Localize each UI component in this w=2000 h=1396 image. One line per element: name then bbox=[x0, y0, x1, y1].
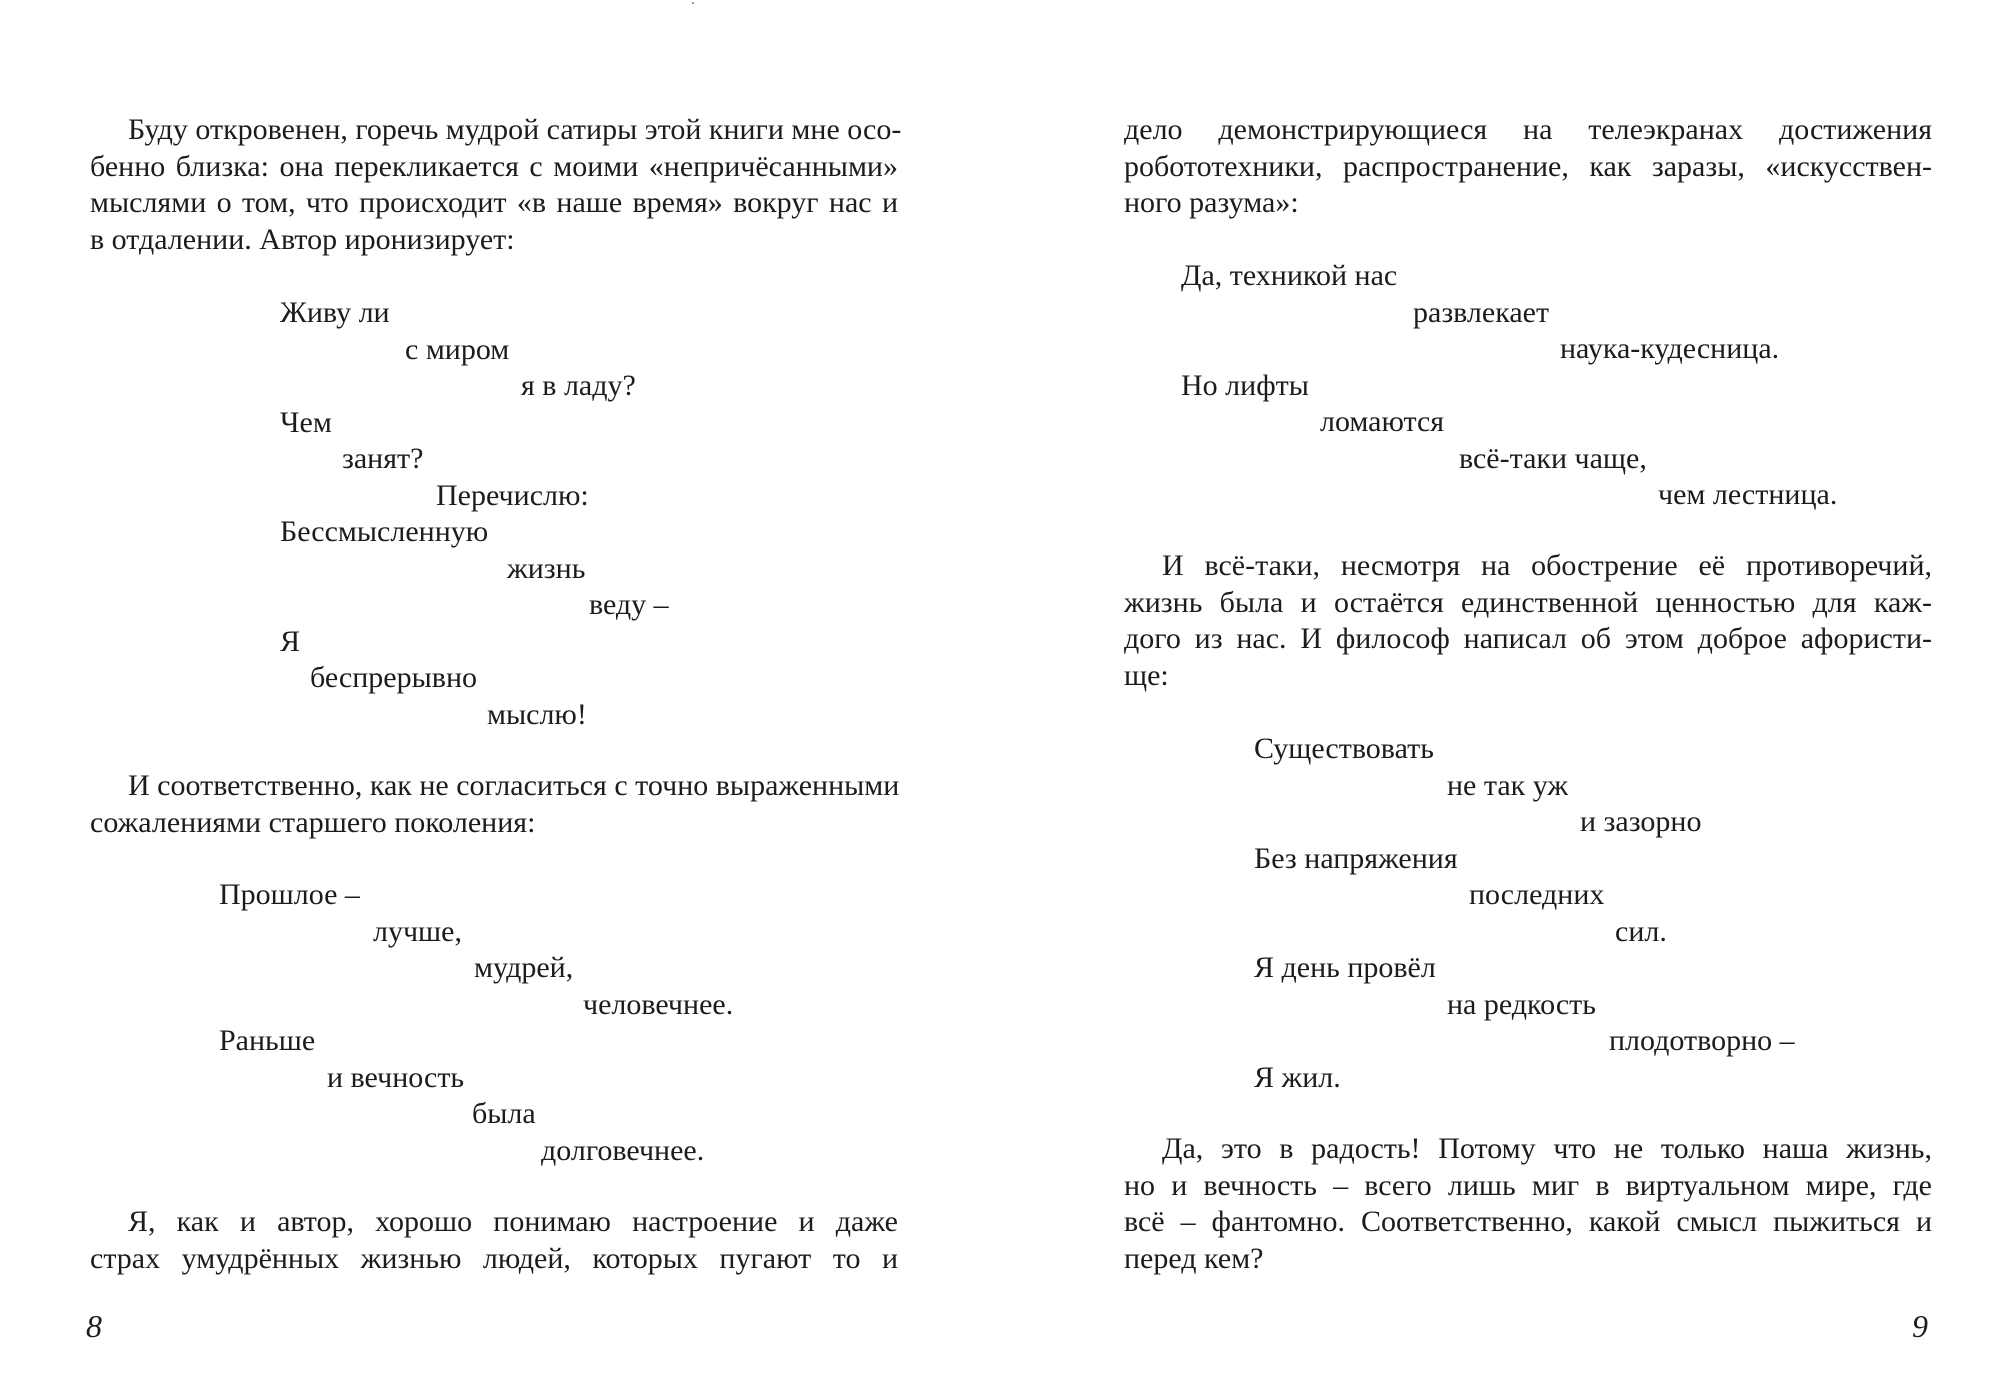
poem-line: Бессмысленную bbox=[280, 515, 489, 548]
text-line: И всё-таки, несмотря на обострение её противоречий, bbox=[1162, 549, 1932, 582]
poem-line: жизнь bbox=[507, 552, 586, 585]
page-number-right: 9 bbox=[1912, 1308, 1928, 1344]
poem-line: Да, техникой нас bbox=[1181, 259, 1398, 292]
text-line: Я, как и автор, хорошо понимаю настроение и даже bbox=[128, 1205, 898, 1238]
poem-line: Перечислю: bbox=[436, 479, 589, 512]
poem-line: веду – bbox=[589, 588, 669, 621]
poem-line: Я жил. bbox=[1254, 1061, 1341, 1094]
text-line: робототехники, распространение, как заразы, «искусствен- bbox=[1124, 149, 1932, 183]
left-paragraph-1 bbox=[90, 112, 902, 258]
poem-line: с миром bbox=[405, 333, 510, 366]
poem-line: последних bbox=[1469, 878, 1605, 911]
right-page bbox=[1000, 0, 2000, 1396]
poem-line: ломаются bbox=[1320, 405, 1445, 438]
text-line: бенно близка: она перекликается с моими «непричёсанными» bbox=[90, 149, 898, 183]
text-line: И соответственно, как не согласиться с точно выраженными bbox=[128, 769, 900, 802]
text-line: ного разума»: bbox=[1124, 186, 1299, 219]
text-line: страх умудрённых жизнью людей, которых пугают то и bbox=[90, 1241, 898, 1275]
text-line: жизнь была и остаётся единственной ценностью для каж- bbox=[1124, 585, 1932, 619]
poem-line: занят? bbox=[342, 442, 424, 475]
poem-line: долговечнее. bbox=[541, 1134, 705, 1167]
poem-line: сил. bbox=[1615, 915, 1667, 948]
poem-line: чем лестница. bbox=[1658, 478, 1838, 511]
poem-line: мудрей, bbox=[474, 951, 574, 984]
text-line: Да, это в радость! Потому что не только наша жизнь, bbox=[1162, 1132, 1932, 1165]
text-line: дело демонстрирующиеся на телеэкранах достижения bbox=[1124, 113, 1932, 146]
poem-line: развлекает bbox=[1413, 296, 1550, 329]
right-paragraph-2 bbox=[1124, 548, 1932, 694]
poem-line: Я bbox=[280, 625, 301, 658]
poem-line: Без напряжения bbox=[1254, 842, 1458, 875]
poem-line: лучше, bbox=[373, 915, 462, 948]
poem-line: Раньше bbox=[219, 1024, 316, 1057]
poem-line: я в ладу? bbox=[521, 369, 636, 402]
poem-line: Я день провёл bbox=[1254, 951, 1436, 984]
poem-line: Существовать bbox=[1254, 732, 1434, 765]
text-line: мыслями о том, что происходит «в наше время» вокруг нас и bbox=[90, 186, 898, 219]
text-line: в отдалении. Автор иронизирует: bbox=[90, 222, 515, 256]
poem-line: Чем bbox=[280, 406, 332, 439]
poem-line: Прошлое – bbox=[219, 878, 360, 911]
poem-line: на редкость bbox=[1447, 988, 1596, 1021]
poem-line: наука-кудесница. bbox=[1560, 332, 1780, 365]
poem-line: человечнее. bbox=[583, 988, 734, 1021]
poem-line: всё-таки чаще, bbox=[1459, 442, 1647, 475]
text-line: Буду откровенен, горечь мудрой сатиры этой книги мне осо- bbox=[128, 113, 902, 146]
right-paragraph-1 bbox=[1124, 112, 1932, 222]
text-line: ще: bbox=[1124, 658, 1169, 692]
poem-line: Живу ли bbox=[280, 296, 390, 329]
poem-line: Но лифты bbox=[1181, 369, 1309, 402]
poem-line: и вечность bbox=[327, 1061, 465, 1094]
poem-line: плодотворно – bbox=[1609, 1024, 1795, 1057]
page-number-left: 8 bbox=[86, 1308, 102, 1344]
text-line: сожалениями старшего поколения: bbox=[90, 805, 536, 839]
poem-line: мыслю! bbox=[487, 698, 587, 731]
text-line: перед кем? bbox=[1124, 1241, 1264, 1275]
poem-line: была bbox=[472, 1097, 536, 1130]
poem-line: беспрерывно bbox=[310, 661, 477, 694]
right-paragraph-3 bbox=[1124, 1131, 1932, 1277]
left-paragraph-3 bbox=[90, 1204, 898, 1277]
poem-line: и зазорно bbox=[1580, 805, 1702, 838]
text-line: но и вечность – всего лишь миг в виртуальном мире, где bbox=[1124, 1168, 1932, 1202]
poem-line: не так уж bbox=[1447, 769, 1569, 802]
left-paragraph-2 bbox=[90, 768, 898, 841]
text-line: дого из нас. И философ написал об этом доброе афористи- bbox=[1124, 622, 1932, 655]
text-line: всё – фантомно. Соответственно, какой смысл пыжиться и bbox=[1124, 1205, 1932, 1238]
